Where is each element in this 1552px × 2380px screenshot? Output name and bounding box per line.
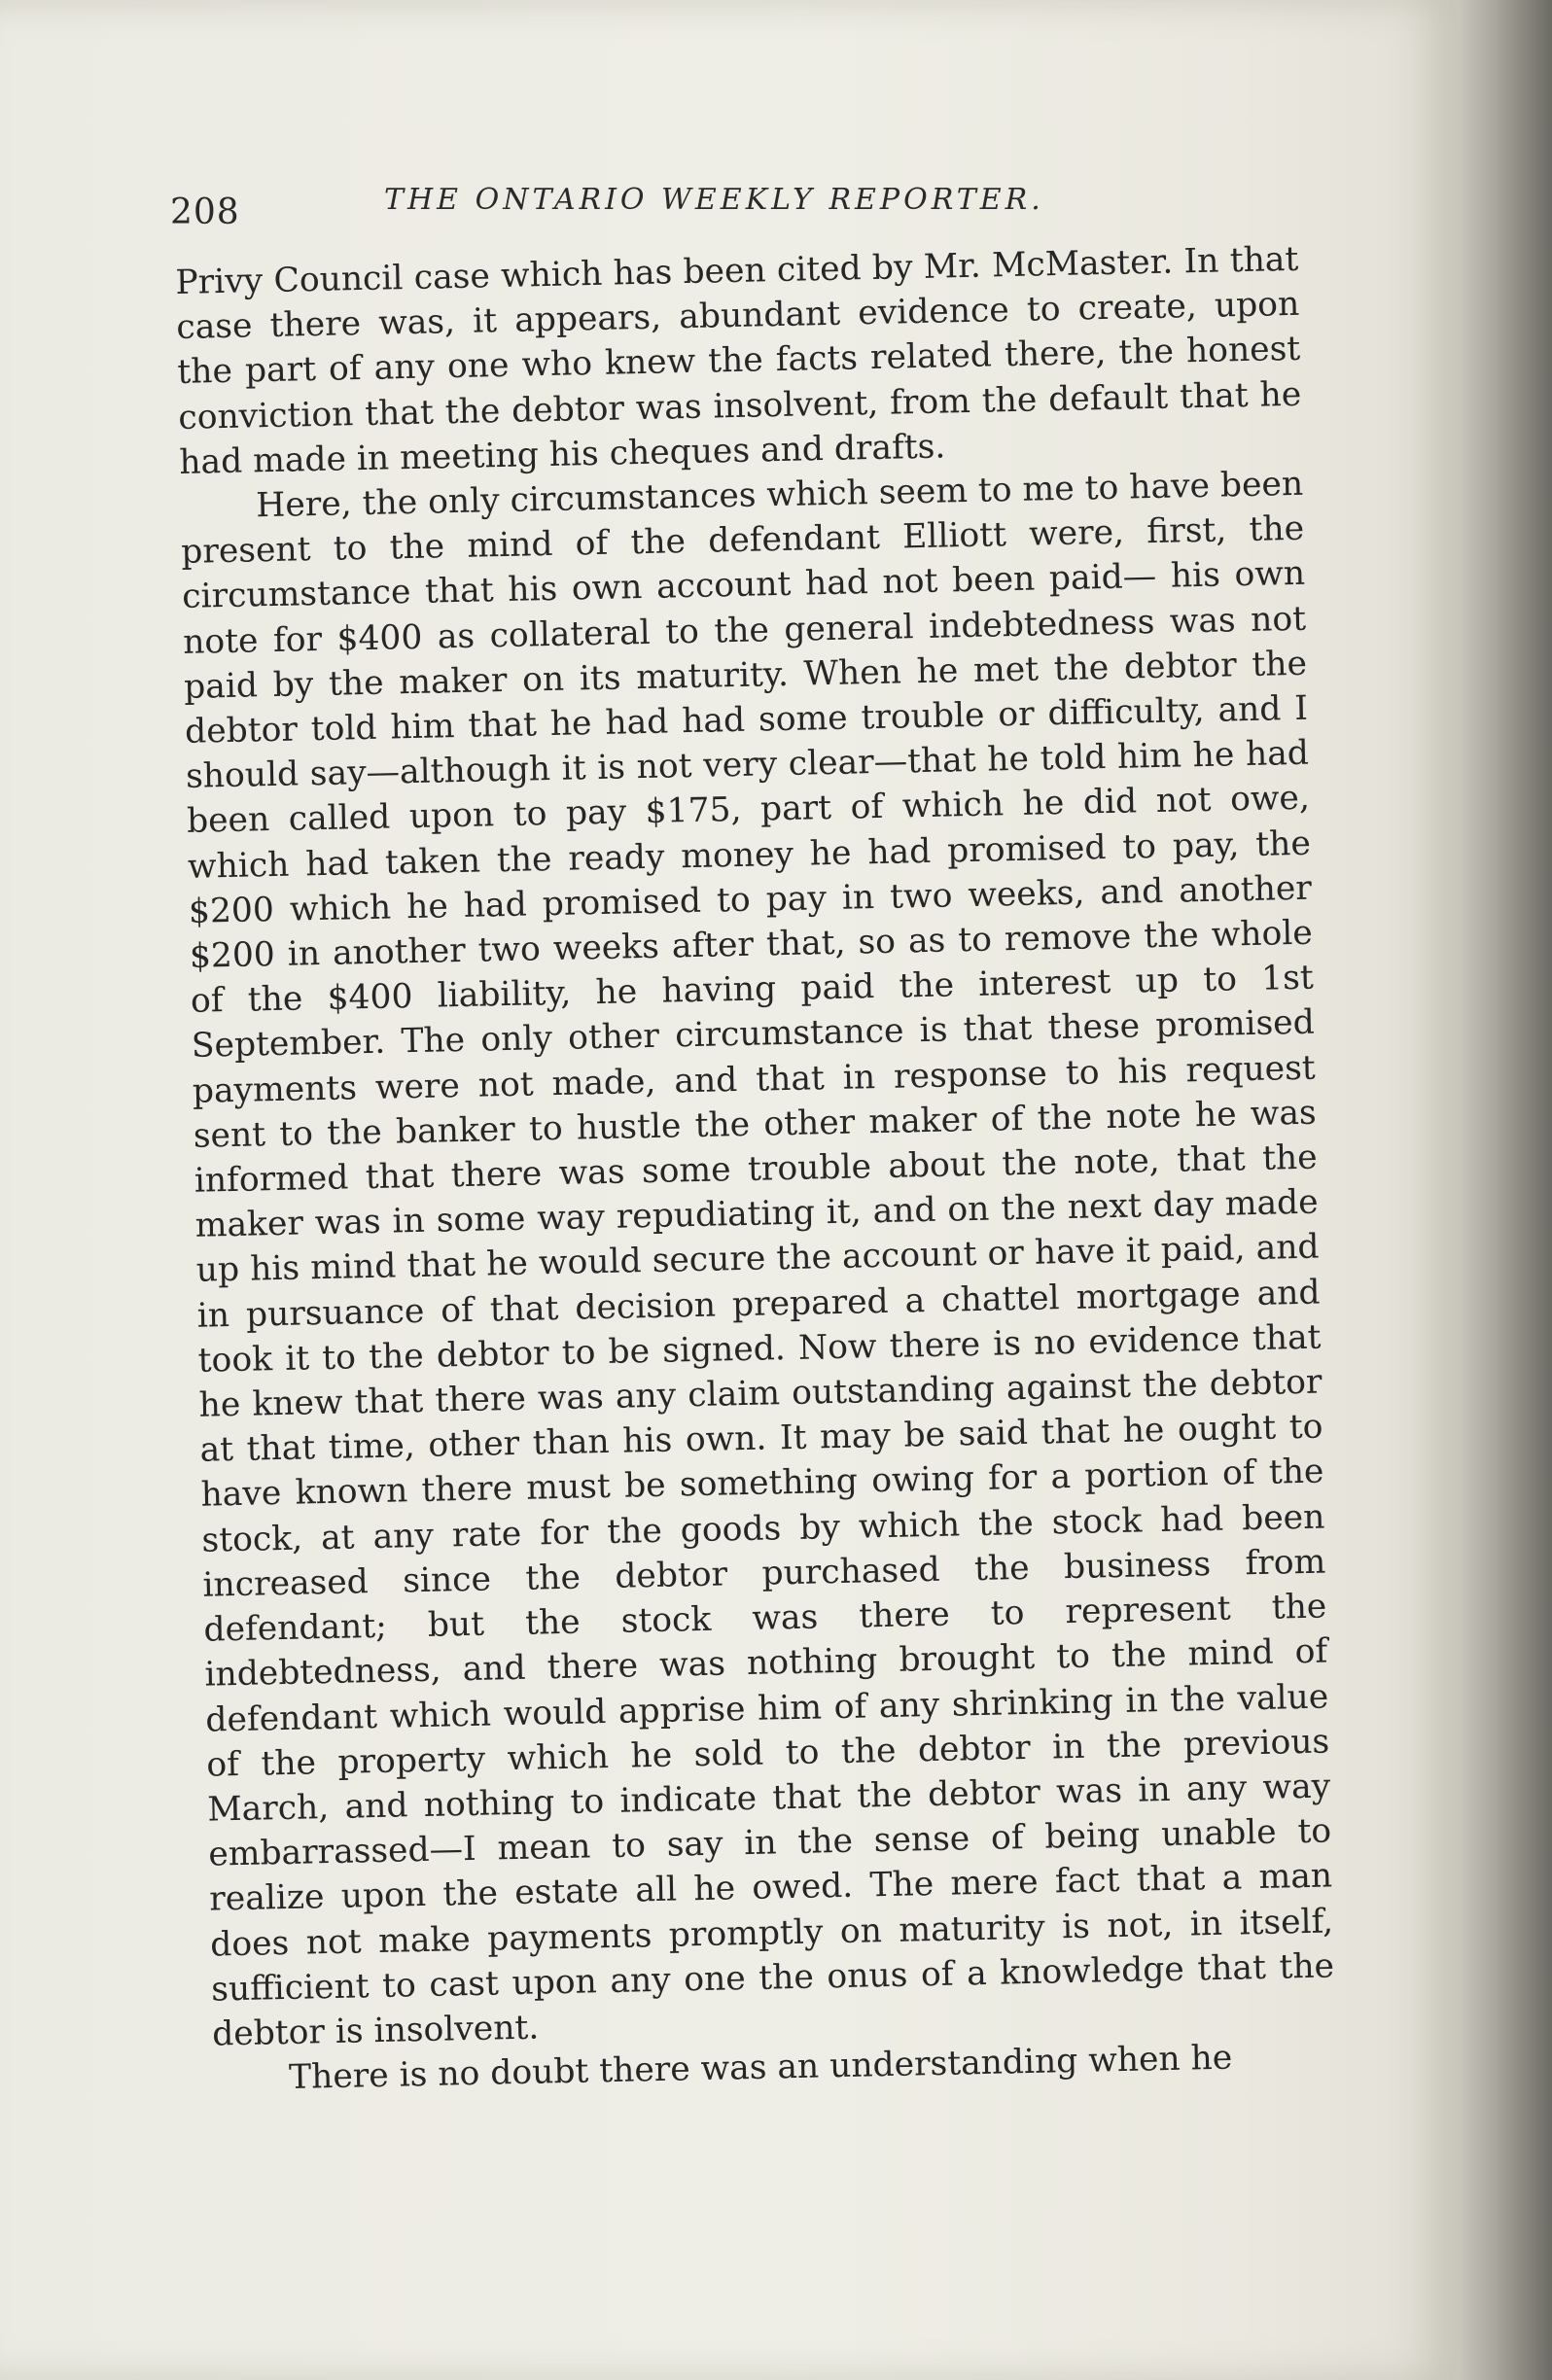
page-header <box>170 175 1318 243</box>
paragraph: Privy Council case which has been cited by Mr. McMaster. In that case there was, it appears, abundant evidence to create, upon the part of any one who knew the facts related there, the honest conviction that the debtor was insolvent, from the default that he had made in meeting his cheques and drafts. <box>175 239 1302 482</box>
paragraph: There is no doubt there was an understanding when he <box>288 2038 1233 2098</box>
paragraph: Here, the only circumstances which seem to me to have been present to the mind of the defendant Elliott were, first, the circumstance that his own account had not been paid— his own note for $400 as collateral to the general indebtedness was not paid by the maker on its maturity. When he met the debtor the debtor told him that he had had some trouble or difficulty, and I should say—although it is not very clear—that he told him he had been called upon to pay $175, part of which he did not owe, which had taken the ready money he had promised to pay, the $200 which he had promised to pay in two weeks, and another $200 in another two weeks after that, so as to remove the whole of the $400 liability, he having paid the interest up to 1st September. The only other circumstance is that these promised payments were not made, and that in response to his request sent to the banker to hustle the other maker of the note he was informed that there was some trouble about the note, that the maker was in some way repudiating it, and on the next day made up his mind that he would secure the account or have it paid, and in pursuance of that decision prepared a chattel mortgage and took it to the debtor to be signed. Now there is no evidence that he knew that there was any claim outstanding against the debtor at that time, other than his own. It may be said that he ought to have known there must be something owing for a portion of the stock, at any rate for the goods by which the stock had been increased since the debtor purchased the business from defendant; but the stock was there to represent the indebtedness, and there was nothing brought to the mind of defendant which would apprise him of any shrinking in the value of the property which he sold to the debtor in the previous March, and nothing to indicate that the debtor was in any way embarrassed—I mean to say in the sense of being unable to realize upon the estate all he owed. The mere fact that a man does not make payments promptly on maturity is not, in itself, sufficient to cast upon any one the onus of a knowledge that the debtor is insolvent. <box>180 464 1335 2054</box>
page-edge <box>1459 0 1552 2380</box>
body-text <box>175 237 1336 2102</box>
running-head: THE ONTARIO WEEKLY REPORTER. <box>384 183 1044 217</box>
page-number: 208 <box>170 192 240 232</box>
